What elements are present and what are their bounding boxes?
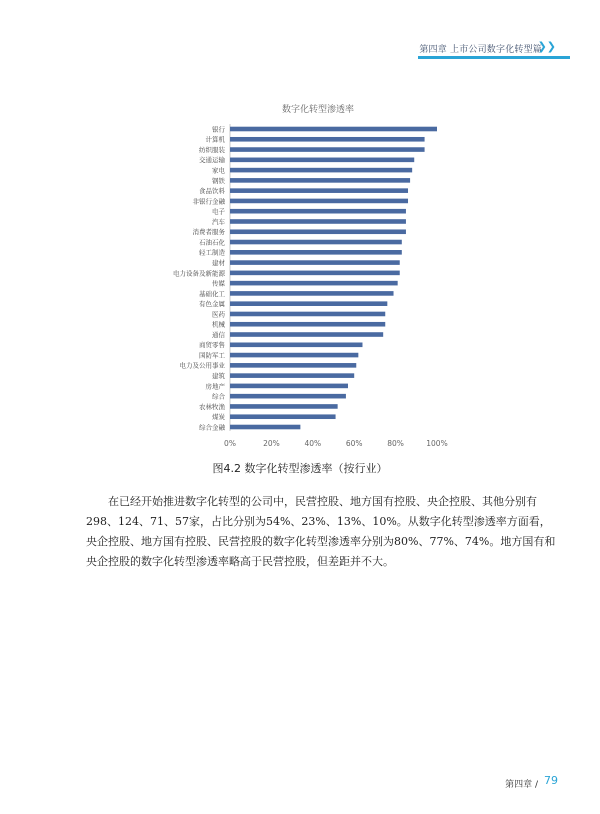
- category-label: 基础化工: [199, 289, 225, 298]
- category-label: 非银行金融: [192, 197, 225, 206]
- bar: [230, 425, 300, 430]
- category-label: 轻工制造: [199, 248, 225, 257]
- category-label: 机械: [212, 320, 225, 329]
- category-labels-group: [173, 124, 226, 431]
- bar: [230, 260, 400, 265]
- bar: [230, 158, 414, 163]
- x-tick-label: 40%: [304, 439, 322, 448]
- bar: [230, 199, 408, 204]
- bar: [230, 209, 406, 214]
- x-tick-label: 100%: [426, 439, 448, 448]
- x-tick-labels-group: [224, 439, 448, 448]
- category-label: 纺织服装: [199, 145, 225, 154]
- bar: [230, 363, 356, 368]
- category-label: 有色金属: [199, 300, 225, 309]
- bar: [230, 229, 406, 234]
- category-label: 商贸零售: [199, 341, 225, 350]
- bar: [230, 353, 358, 358]
- category-label: 汽车: [212, 217, 225, 226]
- running-header: 第四章 上市公司数字化转型篇: [419, 45, 542, 55]
- bar: [230, 178, 410, 183]
- x-tick-label: 0%: [224, 439, 236, 448]
- category-label: 农林牧渔: [199, 402, 225, 411]
- category-label: 电子: [212, 207, 225, 216]
- x-tick-label: 60%: [345, 439, 363, 448]
- bar: [230, 291, 394, 296]
- category-label: 钢铁: [212, 176, 225, 185]
- category-label: 电力设备及新能源: [173, 269, 225, 278]
- category-label: 建材: [212, 258, 225, 267]
- bar: [230, 250, 402, 255]
- category-label: 综合金融: [199, 423, 225, 432]
- category-label: 医药: [212, 310, 225, 319]
- category-label: 传媒: [212, 279, 225, 288]
- bar: [230, 219, 406, 224]
- bar: [230, 404, 338, 409]
- category-label: 综合: [212, 392, 225, 401]
- bar: [230, 188, 408, 193]
- category-label: 计算机: [205, 135, 225, 144]
- bar: [230, 137, 425, 142]
- bar: [230, 281, 398, 286]
- bar: [230, 414, 336, 419]
- bar: [230, 271, 400, 276]
- category-label: 通信: [212, 330, 225, 339]
- category-label: 电力及公用事业: [179, 361, 225, 370]
- bar: [230, 384, 348, 389]
- bar: [230, 147, 425, 152]
- body-paragraph-container: [86, 492, 556, 572]
- category-label: 房地产: [205, 382, 225, 391]
- category-label: 消费者服务: [192, 228, 225, 237]
- category-label: 交通运输: [199, 156, 225, 165]
- category-label: 石油石化: [199, 238, 225, 247]
- x-tick-label: 80%: [387, 439, 404, 448]
- bar: [230, 127, 437, 132]
- body-paragraph: 在已经开始推进数字化转型的公司中，民营控股、地方国有控股、央企控股、其他分别有298、124、71、57家，占比分别为54%、23%、13%、10%。从数字化转型渗透率方面看，央企控股、地方国有控股、民营控股的数字化转型渗透率分别为80%、77%、74%。地方国有和央企控股的数字化转型渗透率略高于民营控股，但差距并不大。: [86, 495, 556, 568]
- bar: [230, 342, 362, 347]
- category-label: 煤炭: [212, 413, 225, 422]
- chart-title: 数字化转型渗透率: [281, 105, 355, 115]
- bar: [230, 332, 383, 337]
- bar: [230, 394, 346, 399]
- category-label: 家电: [212, 166, 225, 175]
- bar: [230, 168, 412, 173]
- bar: [230, 322, 385, 327]
- bar: [230, 373, 354, 378]
- bars-group: [230, 127, 437, 430]
- figure-caption: 图4.2 数字化转型渗透率（按行业）: [212, 462, 388, 475]
- page-number: 79: [544, 774, 558, 787]
- category-label: 建筑: [212, 372, 225, 381]
- category-label: 食品饮料: [199, 187, 225, 196]
- double-chevron-right-icon: ❯❯: [537, 40, 556, 53]
- category-label: 国防军工: [199, 351, 225, 360]
- x-tick-label: 20%: [263, 439, 280, 448]
- bar: [230, 312, 385, 317]
- category-label: 银行: [212, 125, 225, 134]
- footer-chapter: 第四章 /: [505, 780, 538, 790]
- bar: [230, 301, 387, 306]
- bar: [230, 240, 402, 245]
